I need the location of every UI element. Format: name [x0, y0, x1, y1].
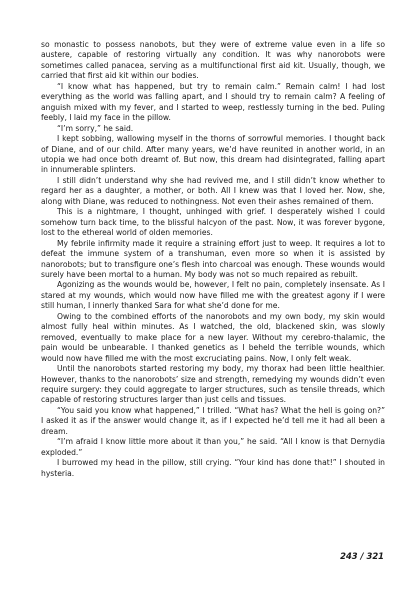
paragraph: I kept sobbing, wallowing myself in the thorns of sorrowful memories. I thought back of Diane, and of our child. After many years, we’d have reunited in another world, in an utopia we had once both dreamt of. But now, this dream had disintegrated, falling apart in innumerable splinters.	[41, 134, 385, 175]
paragraph: “I know what has happened, but try to remain calm.” Remain calm! I had lost everything as the world was falling apart, and I should try to remain calm? A feeling of anguish mixed with my fever, and I started to weep, restlessly turning in the bed. Puling feebly, I laid my face in the pillow.	[41, 81, 385, 123]
paragraph: My febrile infirmity made it require a straining effort just to weep. It requires a lot to defeat the immune system of a transhuman, even more so when it is assisted by nanorobots; but to transfigure one’s flesh into charcoal was enough. These wounds would surely have been mortal to a human. My body was not so much repaired as rebuilt.	[41, 238, 385, 279]
paragraph: “I’m afraid I know little more about it than you,” he said. “All I know is that Dernydia exploded.”	[41, 437, 385, 457]
paragraph: “I’m sorry,” he said.	[57, 123, 134, 133]
page-number: 243 / 321	[340, 551, 384, 561]
paragraph: I still didn’t understand why she had revived me, and I still didn’t know whether to regard her as a daughter, a mother, or both. All I knew was that I loved her. Now, she, along with Diane, was reduced to nothingness. Not even their ashes remained of them.	[41, 175, 385, 206]
paragraph: I burrowed my head in the pillow, still crying. “Your kind has done that!” I shouted in hysteria.	[41, 458, 385, 478]
paragraph: Owing to the combined efforts of the nanorobots and my own body, my skin would almost fully heal within minutes. As I watched, the old, blackened skin, was slowly removed, eventually to make place for a new layer. Without my cerebro-thalamic, the pain would be unbearable. I thanked genetics as I beheld the terrible wounds, which would now have filled me with the most excruciating pains. Now, I only felt weak.	[41, 311, 385, 363]
body-text	[41, 40, 385, 479]
paragraph: Agonizing as the wounds would be, however, I felt no pain, completely insensate. As I stared at my wounds, which would now have filled me with the greatest agony if I were still human, I innerly thanked Sara for what she’d done for me.	[41, 280, 385, 311]
paragraph: This is a nightmare, I thought, unhinged with grief. I desperately wished I could somehow turn back time, to the blissful halcyon of the past. Now, it was forever bygone, lost to the ethereal world of olden memories.	[41, 207, 385, 238]
paragraph: “You said you know what happened,” I trilled. “What has? What the hell is going on?” I asked it as if the answer would change it, as if I expected he’d tell me it had all been a dream.	[41, 405, 385, 436]
paragraph: so monastic to possess nanobots, but they were of extreme value even in a life so austere, capable of restoring virtually any condition. It was why nanorobots were sometimes called panacea, serving as a multifunctional first aid kit. Usually, though, we carried that first aid kit within our bodies.	[41, 40, 385, 81]
paragraph: Until the nanorobots started restoring my body, my thorax had been little healthier. However, thanks to the nanorobots’ size and strength, remedying my wounds didn’t even require surgery: they could aggregate to larger structures, such as tensile threads, which capable of restoring structures larger than just cells and tissues.	[41, 364, 385, 405]
